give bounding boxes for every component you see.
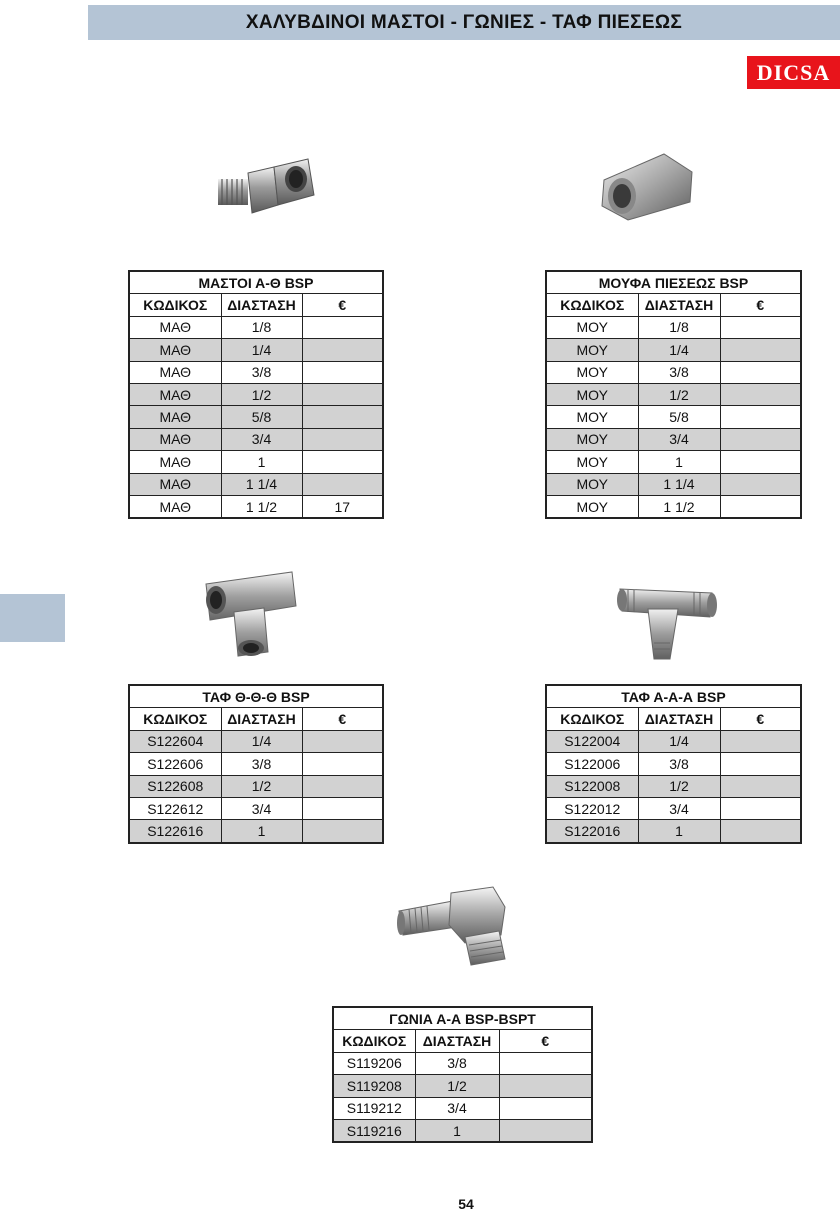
table-row: ΜΑΘ 1/4 <box>129 339 383 361</box>
code-header: ΚΩΔΙΚΟΣ <box>546 708 638 730</box>
table-row: ΜΟΥ 1/4 <box>546 339 801 361</box>
table-row: S119212 3/4 <box>333 1097 592 1119</box>
table-row: ΜΑΘ 1 1/2 17 <box>129 495 383 518</box>
table-row: ΜΑΘ 1 <box>129 451 383 473</box>
size-header: ΔΙΑΣΤΑΣΗ <box>221 294 302 316</box>
size-header: ΔΙΑΣΤΑΣΗ <box>638 708 720 730</box>
price-header: € <box>499 1030 592 1052</box>
table-row: S122616 1 <box>129 820 383 843</box>
page-number: 54 <box>458 1196 474 1212</box>
table-row: ΜΟΥ 1 <box>546 451 801 473</box>
tee-male-fitting-image <box>612 575 720 663</box>
nipple-fitting-image <box>212 155 320 219</box>
size-header: ΔΙΑΣΤΑΣΗ <box>415 1030 499 1052</box>
table-row: ΜΟΥ 3/8 <box>546 361 801 383</box>
table-row: ΜΑΘ 1/2 <box>129 383 383 405</box>
size-header: ΔΙΑΣΤΑΣΗ <box>638 294 720 316</box>
table-row: ΜΑΘ 1/8 <box>129 316 383 338</box>
table-row: S122016 1 <box>546 820 801 843</box>
price-header: € <box>302 294 383 316</box>
price-header: € <box>720 708 801 730</box>
price-header: € <box>720 294 801 316</box>
page-title: ΧΑΛΥΒΔΙΝΟΙ ΜΑΣΤΟΙ - ΓΩΝΙΕΣ - ΤΑΦ ΠΙΕΣΕΩΣ <box>88 5 840 40</box>
table-row: S122606 3/8 <box>129 753 383 775</box>
table-row: S122604 1/4 <box>129 730 383 752</box>
table-row: S122008 1/2 <box>546 775 801 797</box>
table-row: S119206 3/8 <box>333 1052 592 1074</box>
table-row: ΜΑΘ 3/4 <box>129 428 383 450</box>
code-header: ΚΩΔΙΚΟΣ <box>333 1030 415 1052</box>
taf-male-table <box>545 684 802 844</box>
table-row: ΜΟΥ 1 1/2 <box>546 495 801 518</box>
table-row: ΜΟΥ 1 1/4 <box>546 473 801 495</box>
code-header: ΚΩΔΙΚΟΣ <box>129 708 221 730</box>
tee-female-fitting-image <box>196 570 302 660</box>
table-row: ΜΟΥ 1/8 <box>546 316 801 338</box>
table-row: S119208 1/2 <box>333 1075 592 1097</box>
table-row: S119216 1 <box>333 1119 592 1142</box>
brand-logo: DICSA <box>747 56 840 89</box>
table-row: ΜΟΥ 1/2 <box>546 383 801 405</box>
table-row: ΜΟΥ 5/8 <box>546 406 801 428</box>
code-header: ΚΩΔΙΚΟΣ <box>546 294 638 316</box>
price-header: € <box>302 708 383 730</box>
table-row: ΜΑΘ 5/8 <box>129 406 383 428</box>
table-title: ΤΑΦ Θ-Θ-Θ BSP <box>129 685 383 708</box>
taf-female-table <box>128 684 384 844</box>
table-row: ΜΑΘ 3/8 <box>129 361 383 383</box>
mastoi-table <box>128 270 384 519</box>
table-row: S122012 3/4 <box>546 797 801 819</box>
size-header: ΔΙΑΣΤΑΣΗ <box>221 708 302 730</box>
table-row: S122004 1/4 <box>546 730 801 752</box>
elbow-table <box>332 1006 593 1143</box>
table-title: ΓΩΝΙΑ Α-Α BSP-BSPT <box>333 1007 592 1030</box>
table-title: ΜΑΣΤΟΙ Α-Θ BSP <box>129 271 383 294</box>
table-row: S122006 3/8 <box>546 753 801 775</box>
moufa-table <box>545 270 802 519</box>
table-row: S122612 3/4 <box>129 797 383 819</box>
section-tab <box>0 594 65 642</box>
coupling-fitting-image <box>598 150 696 225</box>
table-row: S122608 1/2 <box>129 775 383 797</box>
table-row: ΜΑΘ 1 1/4 <box>129 473 383 495</box>
code-header: ΚΩΔΙΚΟΣ <box>129 294 221 316</box>
elbow-fitting-image <box>395 885 515 967</box>
table-title: ΜΟΥΦΑ ΠΙΕΣΕΩΣ BSP <box>546 271 801 294</box>
table-row: ΜΟΥ 3/4 <box>546 428 801 450</box>
table-title: ΤΑΦ Α-Α-Α BSP <box>546 685 801 708</box>
